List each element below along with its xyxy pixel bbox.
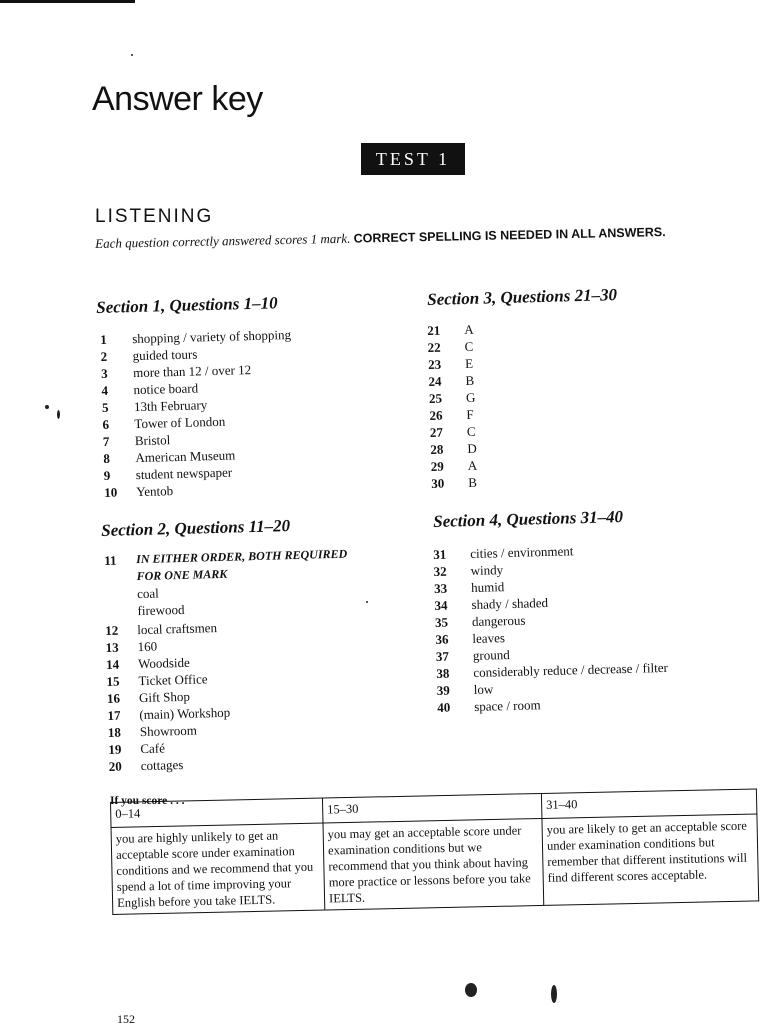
q11-answer-2: firewood bbox=[137, 601, 185, 619]
section-3-heading: Section 3, Questions 21–30 bbox=[427, 285, 618, 309]
score-advice: you are likely to get an acceptable score under examination conditions but remember that different institutions will find different scores acceptable. bbox=[542, 814, 759, 905]
list-item bbox=[430, 423, 477, 441]
question-number: 30 bbox=[431, 475, 445, 491]
question-number: 1 bbox=[100, 331, 107, 347]
list-item bbox=[428, 372, 475, 390]
answer-text: Woodside bbox=[137, 654, 190, 672]
question-number: 9 bbox=[103, 467, 111, 483]
score-range: 0–14 bbox=[111, 798, 323, 827]
list-item bbox=[429, 406, 476, 424]
answer-text: E bbox=[464, 355, 474, 372]
list-item bbox=[427, 338, 474, 356]
answer-text: leaves bbox=[472, 630, 506, 646]
question-number: 2 bbox=[100, 348, 108, 364]
section-2-answers-rest bbox=[105, 619, 232, 775]
answer-text: F bbox=[466, 406, 474, 422]
section-3-answers bbox=[427, 321, 478, 492]
answer-text: cities / environment bbox=[470, 543, 574, 562]
score-range: 31–40 bbox=[541, 789, 756, 818]
answer-text: low bbox=[473, 681, 494, 697]
question-number: 21 bbox=[427, 322, 441, 338]
answer-text: space / room bbox=[474, 697, 541, 714]
instruction-italic: Each question correctly answered scores 1 mark. bbox=[95, 230, 351, 251]
page-number: 152 bbox=[117, 1012, 135, 1026]
listening-heading: LISTENING bbox=[95, 206, 214, 227]
section-4-answers bbox=[433, 540, 669, 716]
answer-text: G bbox=[465, 389, 476, 406]
question-number: 31 bbox=[433, 546, 447, 562]
answer-text: 160 bbox=[137, 638, 158, 655]
scan-speck bbox=[57, 410, 60, 419]
section-2-answers bbox=[104, 546, 349, 620]
question-number: 17 bbox=[107, 707, 121, 723]
question-number: 36 bbox=[435, 631, 449, 647]
section-1-answers bbox=[100, 326, 295, 501]
answer-text: D bbox=[467, 440, 477, 456]
question-number: 25 bbox=[428, 390, 443, 406]
answer-text: ground bbox=[472, 647, 510, 663]
scan-speck bbox=[366, 601, 368, 603]
list-item bbox=[105, 619, 228, 639]
answer-text: B bbox=[468, 474, 478, 490]
page-title: Answer key bbox=[92, 80, 263, 118]
question-number: 23 bbox=[427, 356, 442, 372]
question-number: 40 bbox=[437, 699, 451, 715]
question-number: 19 bbox=[108, 741, 122, 757]
list-item bbox=[104, 479, 295, 501]
score-caption: If you score . . . bbox=[110, 795, 185, 807]
answer-text: dangerous bbox=[471, 612, 526, 630]
question-number: 24 bbox=[428, 373, 442, 389]
question-number: 27 bbox=[429, 424, 444, 440]
question-number: 29 bbox=[430, 458, 444, 474]
question-number: 15 bbox=[106, 673, 120, 689]
answer-text: Yentob bbox=[136, 483, 174, 500]
answer-text: B bbox=[465, 372, 475, 389]
answer-text: Tower of London bbox=[134, 413, 226, 432]
section-2-heading: Section 2, Questions 11–20 bbox=[101, 516, 291, 540]
section-4-heading: Section 4, Questions 31–40 bbox=[433, 507, 624, 531]
list-item bbox=[431, 474, 478, 492]
answer-text: Bristol bbox=[134, 432, 171, 449]
list-item bbox=[109, 755, 232, 775]
answer-text: 13th February bbox=[133, 397, 208, 415]
answer-text: cottages bbox=[140, 757, 184, 774]
answer-text: windy bbox=[470, 562, 504, 579]
answer-text: student newspaper bbox=[135, 464, 233, 483]
question-number: 8 bbox=[103, 450, 111, 466]
question-number: 12 bbox=[105, 622, 119, 638]
question-number: 20 bbox=[108, 758, 122, 774]
question-number: 7 bbox=[102, 433, 110, 449]
question-number: 10 bbox=[104, 484, 118, 500]
question-number: 13 bbox=[105, 639, 119, 655]
answer-text: shady / shaded bbox=[471, 595, 549, 613]
question-number: 39 bbox=[436, 682, 450, 698]
answer-text: humid bbox=[470, 579, 505, 596]
list-item bbox=[427, 321, 474, 339]
question-number: 5 bbox=[101, 399, 109, 415]
question-number: 35 bbox=[434, 614, 449, 630]
list-item bbox=[430, 440, 477, 458]
list-item bbox=[428, 355, 475, 373]
scan-speck bbox=[45, 405, 49, 409]
scan-speck bbox=[465, 983, 477, 997]
score-table-body-row bbox=[111, 814, 759, 915]
q11-answer-1: coal bbox=[136, 585, 159, 602]
answer-text: American Museum bbox=[135, 447, 236, 466]
question-number: 28 bbox=[430, 441, 444, 457]
question-number: 11 bbox=[104, 552, 117, 568]
top-edge-line bbox=[0, 0, 135, 3]
question-number: 38 bbox=[436, 665, 450, 681]
q11-note-line2: FOR ONE MARK bbox=[136, 566, 228, 584]
answer-text: Café bbox=[140, 740, 166, 757]
answer-text: C bbox=[466, 423, 476, 439]
answer-text: Ticket Office bbox=[138, 671, 208, 689]
answer-text: considerably reduce / decrease / filter bbox=[473, 659, 669, 680]
question-number: 16 bbox=[106, 690, 121, 706]
score-table bbox=[110, 788, 759, 915]
score-range: 15–30 bbox=[322, 793, 541, 823]
question-number: 14 bbox=[105, 656, 120, 672]
question-number: 37 bbox=[435, 648, 450, 664]
answer-text: guided tours bbox=[132, 346, 198, 364]
question-number: 3 bbox=[100, 365, 108, 381]
answer-text: Gift Shop bbox=[138, 688, 191, 706]
question-number: 22 bbox=[427, 339, 441, 355]
question-number: 26 bbox=[429, 407, 443, 423]
answer-text: C bbox=[464, 338, 474, 355]
answer-text: (main) Workshop bbox=[139, 704, 231, 723]
score-advice: you are highly unlikely to get an acceptable score under examination conditions and we recommend that you spend a lot of time improving your English before you take IELTS. bbox=[111, 823, 325, 914]
test-badge: TEST 1 bbox=[361, 143, 465, 175]
scan-speck bbox=[131, 54, 133, 56]
section-1-heading: Section 1, Questions 1–10 bbox=[96, 293, 278, 317]
list-item bbox=[429, 389, 476, 407]
list-item bbox=[431, 457, 478, 475]
q11-note-line1: IN EITHER ORDER, BOTH REQUIRED bbox=[136, 546, 348, 567]
score-advice: you may get an acceptable score under examination conditions but we recommend that you think about having more practice or lessons before you take IELTS. bbox=[323, 818, 544, 910]
scan-speck bbox=[551, 985, 557, 1003]
question-number: 33 bbox=[433, 580, 448, 596]
list-item bbox=[107, 704, 230, 724]
question-number: 34 bbox=[434, 597, 448, 613]
question-number: 18 bbox=[107, 724, 122, 740]
question-number: 6 bbox=[102, 416, 110, 432]
answer-text: notice board bbox=[133, 380, 199, 398]
answer-text: shopping / variety of shopping bbox=[132, 327, 292, 347]
question-number: 4 bbox=[101, 382, 109, 398]
answer-text: more than 12 / over 12 bbox=[132, 362, 252, 381]
answer-text: A bbox=[467, 457, 478, 473]
answer-text: local craftsmen bbox=[137, 620, 218, 638]
instruction-caps: CORRECT SPELLING IS NEEDED IN ALL ANSWERS. bbox=[353, 225, 666, 246]
answer-text: Showroom bbox=[139, 722, 198, 740]
answer-text: A bbox=[464, 321, 474, 338]
question-number: 32 bbox=[433, 563, 447, 579]
